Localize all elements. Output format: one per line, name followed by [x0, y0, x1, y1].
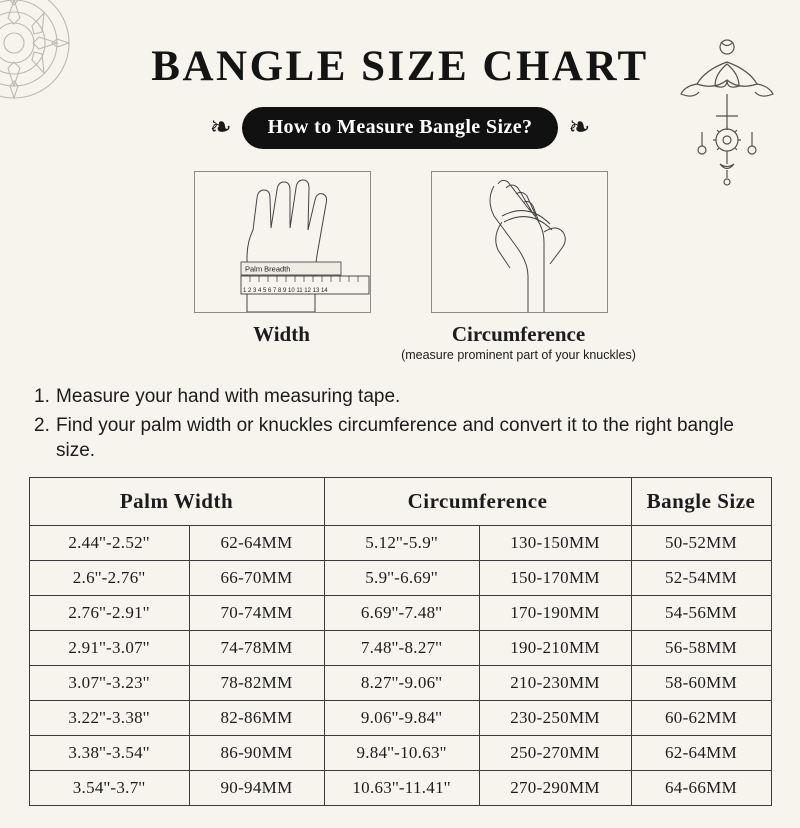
cell-palm-mm: 78-82MM [189, 666, 324, 701]
instruction-text: Measure your hand with measuring tape. [56, 386, 401, 407]
cell-circ-inch: 10.63''-11.41'' [324, 771, 479, 806]
cell-palm-inch: 2.44''-2.52'' [29, 526, 189, 561]
page-title: BANGLE SIZE CHART [151, 43, 649, 90]
cell-circ-mm: 170-190MM [479, 596, 631, 631]
instruction-item [34, 413, 766, 463]
instruction-number: 2. [34, 415, 50, 436]
cell-circ-mm: 250-270MM [479, 736, 631, 771]
instruction-text: Find your palm width or knuckles circumference and convert it to the right bangle size. [56, 415, 734, 461]
figure-width-image [194, 171, 371, 313]
cell-bangle-size: 56-58MM [631, 631, 771, 666]
table-row [29, 771, 771, 806]
cell-palm-mm: 66-70MM [189, 561, 324, 596]
size-chart-table [29, 477, 772, 806]
cell-palm-inch: 3.54''-3.7'' [29, 771, 189, 806]
cell-circ-inch: 6.69''-7.48'' [324, 596, 479, 631]
figures-row [0, 171, 800, 362]
cell-palm-inch: 3.38''-3.54'' [29, 736, 189, 771]
figure-circumference-image [431, 171, 608, 313]
cell-circ-inch: 7.48''-8.27'' [324, 631, 479, 666]
table-row [29, 561, 771, 596]
table-row [29, 736, 771, 771]
table-row [29, 526, 771, 561]
table-header-bangle-size: Bangle Size [631, 478, 771, 526]
cell-palm-mm: 74-78MM [189, 631, 324, 666]
table-row [29, 631, 771, 666]
cell-circ-mm: 270-290MM [479, 771, 631, 806]
cell-palm-mm: 86-90MM [189, 736, 324, 771]
cell-bangle-size: 60-62MM [631, 701, 771, 736]
table-header-circumference: Circumference [324, 478, 631, 526]
svg-text:1 2 3 4 5 6 7 8 9 10 1: 1 2 3 4 5 6 7 8 9 10 11 12 13 14 [243, 288, 328, 294]
how-to-pill-label: How to Measure Bangle Size? [242, 107, 559, 149]
cell-circ-inch: 5.9''-6.69'' [324, 561, 479, 596]
figure-width-caption: Width [253, 322, 310, 346]
cell-circ-inch: 9.06''-9.84'' [324, 701, 479, 736]
swirl-right-icon: ❧ [568, 110, 591, 145]
table-header-palm-width: Palm Width [29, 478, 324, 526]
svg-text:Palm Breadth: Palm Breadth [245, 264, 291, 274]
cell-palm-inch: 3.22''-3.38'' [29, 701, 189, 736]
table-row [29, 666, 771, 701]
cell-circ-mm: 230-250MM [479, 701, 631, 736]
cell-palm-inch: 2.91''-3.07'' [29, 631, 189, 666]
cell-bangle-size: 52-54MM [631, 561, 771, 596]
cell-circ-mm: 130-150MM [479, 526, 631, 561]
cell-circ-inch: 9.84''-10.63'' [324, 736, 479, 771]
cell-bangle-size: 64-66MM [631, 771, 771, 806]
swirl-left-icon: ❧ [209, 110, 232, 145]
cell-palm-inch: 2.6''-2.76'' [29, 561, 189, 596]
cell-bangle-size: 58-60MM [631, 666, 771, 701]
instruction-number: 1. [34, 386, 50, 407]
figure-circumference-caption: Circumference [451, 322, 586, 346]
instruction-item [34, 384, 766, 409]
cell-bangle-size: 54-56MM [631, 596, 771, 631]
figure-circumference [401, 171, 636, 362]
cell-bangle-size: 62-64MM [631, 736, 771, 771]
cell-palm-inch: 2.76''-2.91'' [29, 596, 189, 631]
table-header-row [29, 478, 771, 526]
cell-circ-inch: 8.27''-9.06'' [324, 666, 479, 701]
cell-bangle-size: 50-52MM [631, 526, 771, 561]
table-row [29, 596, 771, 631]
cell-palm-mm: 90-94MM [189, 771, 324, 806]
figure-circumference-subcaption: (measure prominent part of your knuckles) [401, 348, 636, 362]
cell-palm-mm: 70-74MM [189, 596, 324, 631]
how-to-banner [0, 107, 800, 149]
cell-circ-mm: 210-230MM [479, 666, 631, 701]
instructions-list [34, 384, 766, 463]
cell-palm-mm: 82-86MM [189, 701, 324, 736]
cell-palm-inch: 3.07''-3.23'' [29, 666, 189, 701]
table-row [29, 701, 771, 736]
cell-palm-mm: 62-64MM [189, 526, 324, 561]
figure-width [194, 171, 369, 362]
cell-circ-mm: 150-170MM [479, 561, 631, 596]
cell-circ-mm: 190-210MM [479, 631, 631, 666]
cell-circ-inch: 5.12''-5.9'' [324, 526, 479, 561]
